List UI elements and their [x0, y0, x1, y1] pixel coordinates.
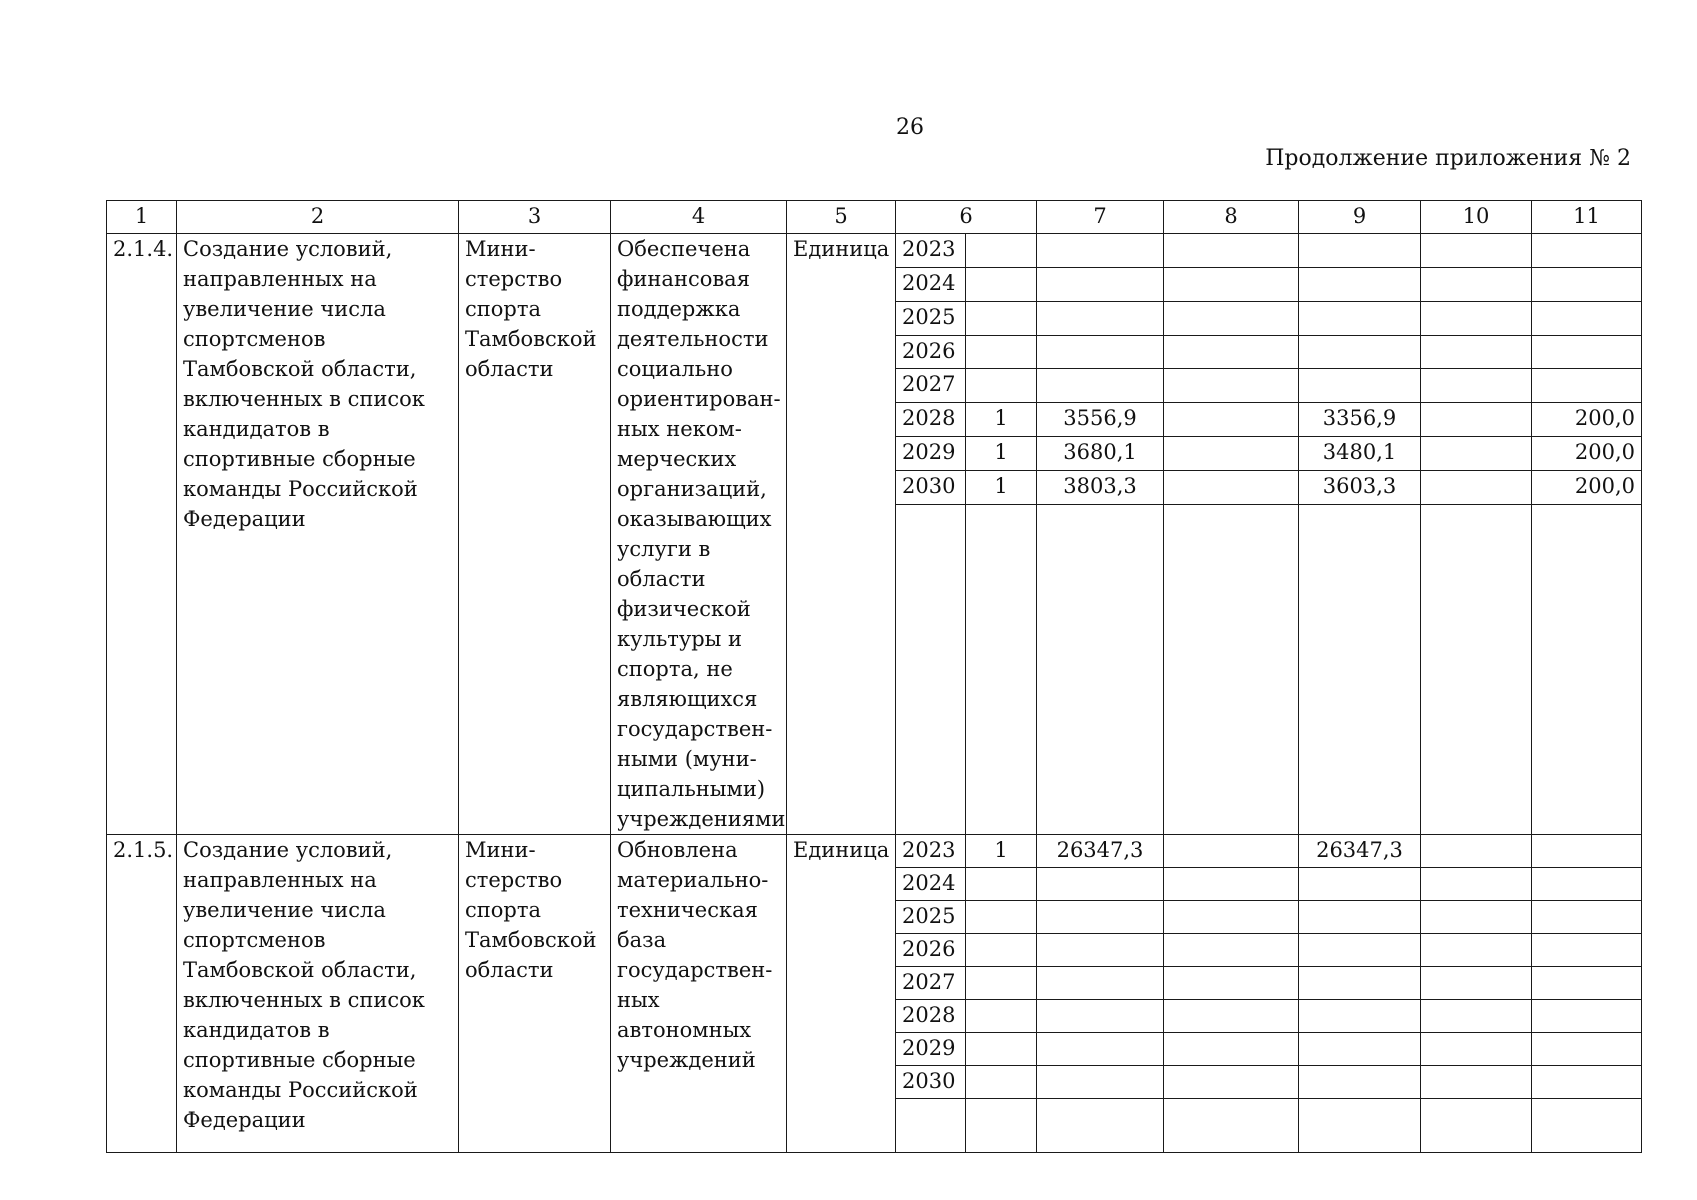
cell-col11 — [1532, 1000, 1642, 1033]
empty-cell — [1164, 504, 1299, 834]
result-description: Обеспечена финансовая поддержка деятельности социально ориентирован-ных неком-мерческих организаций, оказывающих услуги в области физической культуры и спорта, не являющихся государствен-ными (муни-ципальными) учреждениями — [611, 234, 787, 835]
cell-col11 — [1532, 967, 1642, 1000]
cell-col9 — [1299, 1000, 1421, 1033]
header-cell: 4 — [611, 201, 787, 234]
cell-col8 — [1164, 301, 1299, 335]
cell-col9 — [1299, 1033, 1421, 1066]
cell-col6: 1 — [966, 403, 1037, 437]
cell-col10 — [1421, 967, 1532, 1000]
cell-col8 — [1164, 470, 1299, 504]
row-code: 2.1.5. — [107, 835, 177, 1153]
cell-col6 — [966, 301, 1037, 335]
header-cell: 1 — [107, 201, 177, 234]
cell-col8 — [1164, 234, 1299, 268]
cell-col9: 3603,3 — [1299, 470, 1421, 504]
empty-cell — [966, 1099, 1037, 1153]
cell-col9: 3480,1 — [1299, 437, 1421, 471]
event-name: Создание условий, направленных на увеличение числа спортсменов Тамбовской области, включенных в список кандидатов в спортивные сборные команды Российской Федерации — [177, 234, 459, 835]
executor: Мини-стерство спорта Тамбовской области — [459, 234, 611, 835]
empty-cell — [1532, 1099, 1642, 1153]
empty-cell — [896, 504, 966, 834]
cell-col9 — [1299, 267, 1421, 301]
cell-col10 — [1421, 1033, 1532, 1066]
cell-col10 — [1421, 267, 1532, 301]
row-code: 2.1.4. — [107, 234, 177, 835]
cell-col10 — [1421, 470, 1532, 504]
cell-col9 — [1299, 301, 1421, 335]
cell-col6 — [966, 1000, 1037, 1033]
cell-col8 — [1164, 335, 1299, 369]
cell-col11 — [1532, 301, 1642, 335]
unit-of-measure: Единица — [787, 234, 896, 835]
continuation-label: Продолжение приложения № 2 — [1265, 146, 1631, 171]
year-cell: 2029 — [896, 1033, 966, 1066]
year-cell: 2025 — [896, 301, 966, 335]
cell-col11 — [1532, 234, 1642, 268]
cell-col10 — [1421, 1000, 1532, 1033]
cell-col9 — [1299, 967, 1421, 1000]
empty-cell — [1421, 1099, 1532, 1153]
header-cell: 5 — [787, 201, 896, 234]
header-cell: 7 — [1037, 201, 1164, 234]
empty-cell — [896, 1099, 966, 1153]
cell-col10 — [1421, 335, 1532, 369]
header-cell: 11 — [1532, 201, 1642, 234]
cell-col11: 200,0 — [1532, 470, 1642, 504]
cell-col8 — [1164, 403, 1299, 437]
cell-col8 — [1164, 1066, 1299, 1099]
year-cell: 2023 — [896, 234, 966, 268]
year-cell: 2026 — [896, 934, 966, 967]
cell-col10 — [1421, 868, 1532, 901]
cell-col7 — [1037, 301, 1164, 335]
year-cell: 2028 — [896, 403, 966, 437]
cell-col11 — [1532, 369, 1642, 403]
year-cell: 2030 — [896, 470, 966, 504]
cell-col7 — [1037, 1000, 1164, 1033]
cell-col11 — [1532, 835, 1642, 868]
year-cell: 2024 — [896, 868, 966, 901]
cell-col7: 3803,3 — [1037, 470, 1164, 504]
year-cell: 2025 — [896, 901, 966, 934]
cell-col10 — [1421, 437, 1532, 471]
year-cell: 2024 — [896, 267, 966, 301]
cell-col6 — [966, 369, 1037, 403]
cell-col11 — [1532, 267, 1642, 301]
cell-col7 — [1037, 967, 1164, 1000]
cell-col11 — [1532, 335, 1642, 369]
header-cell: 3 — [459, 201, 611, 234]
cell-col11: 200,0 — [1532, 437, 1642, 471]
cell-col8 — [1164, 868, 1299, 901]
cell-col10 — [1421, 1066, 1532, 1099]
cell-col10 — [1421, 835, 1532, 868]
cell-col9: 3356,9 — [1299, 403, 1421, 437]
cell-col7 — [1037, 1066, 1164, 1099]
empty-cell — [1299, 504, 1421, 834]
cell-col6 — [966, 901, 1037, 934]
year-cell: 2029 — [896, 437, 966, 471]
executor: Мини-стерство спорта Тамбовской области — [459, 835, 611, 1153]
header-cell: 6 — [896, 201, 1037, 234]
cell-col9 — [1299, 934, 1421, 967]
cell-col8 — [1164, 1000, 1299, 1033]
empty-cell — [1299, 1099, 1421, 1153]
cell-col7 — [1037, 901, 1164, 934]
cell-col9 — [1299, 335, 1421, 369]
cell-col6 — [966, 1033, 1037, 1066]
cell-col7: 3556,9 — [1037, 403, 1164, 437]
cell-col6 — [966, 868, 1037, 901]
cell-col9 — [1299, 868, 1421, 901]
cell-col6: 1 — [966, 437, 1037, 471]
cell-col8 — [1164, 835, 1299, 868]
year-cell: 2027 — [896, 369, 966, 403]
cell-col9 — [1299, 234, 1421, 268]
year-row — [107, 234, 1642, 268]
cell-col7 — [1037, 335, 1164, 369]
cell-col7 — [1037, 369, 1164, 403]
cell-col7: 26347,3 — [1037, 835, 1164, 868]
cell-col7 — [1037, 267, 1164, 301]
cell-col11 — [1532, 1033, 1642, 1066]
empty-cell — [1421, 504, 1532, 834]
cell-col7 — [1037, 868, 1164, 901]
cell-col9 — [1299, 369, 1421, 403]
cell-col7 — [1037, 1033, 1164, 1066]
cell-col8 — [1164, 901, 1299, 934]
cell-col9: 26347,3 — [1299, 835, 1421, 868]
empty-cell — [1164, 1099, 1299, 1153]
cell-col11 — [1532, 901, 1642, 934]
cell-col6 — [966, 967, 1037, 1000]
header-cell: 2 — [177, 201, 459, 234]
header-cell: 9 — [1299, 201, 1421, 234]
cell-col6 — [966, 934, 1037, 967]
cell-col11 — [1532, 1066, 1642, 1099]
empty-cell — [1532, 504, 1642, 834]
cell-col10 — [1421, 301, 1532, 335]
cell-col10 — [1421, 234, 1532, 268]
cell-col8 — [1164, 1033, 1299, 1066]
cell-col8 — [1164, 934, 1299, 967]
cell-col6 — [966, 267, 1037, 301]
cell-col10 — [1421, 403, 1532, 437]
cell-col7: 3680,1 — [1037, 437, 1164, 471]
cell-col10 — [1421, 934, 1532, 967]
cell-col6 — [966, 234, 1037, 268]
header-cell: 10 — [1421, 201, 1532, 234]
program-table — [106, 200, 1642, 1153]
year-row — [107, 835, 1642, 868]
cell-col6 — [966, 1066, 1037, 1099]
cell-col7 — [1037, 934, 1164, 967]
header-cell: 8 — [1164, 201, 1299, 234]
cell-col8 — [1164, 267, 1299, 301]
cell-col6: 1 — [966, 835, 1037, 868]
cell-col11: 200,0 — [1532, 403, 1642, 437]
cell-col8 — [1164, 967, 1299, 1000]
cell-col8 — [1164, 437, 1299, 471]
cell-col8 — [1164, 369, 1299, 403]
cell-col6: 1 — [966, 470, 1037, 504]
empty-cell — [1037, 504, 1164, 834]
cell-col7 — [1037, 234, 1164, 268]
empty-cell — [966, 504, 1037, 834]
result-description: Обновлена материально-техническая база государствен-ных автономных учреждений — [611, 835, 787, 1153]
page-number: 26 — [896, 115, 924, 140]
event-name: Создание условий, направленных на увеличение числа спортсменов Тамбовской области, включенных в список кандидатов в спортивные сборные команды Российской Федерации — [177, 835, 459, 1153]
cell-col10 — [1421, 901, 1532, 934]
cell-col9 — [1299, 1066, 1421, 1099]
year-cell: 2030 — [896, 1066, 966, 1099]
year-cell: 2027 — [896, 967, 966, 1000]
unit-of-measure: Единица — [787, 835, 896, 1153]
year-cell: 2028 — [896, 1000, 966, 1033]
empty-cell — [1037, 1099, 1164, 1153]
cell-col10 — [1421, 369, 1532, 403]
year-cell: 2023 — [896, 835, 966, 868]
cell-col6 — [966, 335, 1037, 369]
cell-col11 — [1532, 934, 1642, 967]
header-row — [107, 201, 1642, 234]
cell-col9 — [1299, 901, 1421, 934]
year-cell: 2026 — [896, 335, 966, 369]
cell-col11 — [1532, 868, 1642, 901]
